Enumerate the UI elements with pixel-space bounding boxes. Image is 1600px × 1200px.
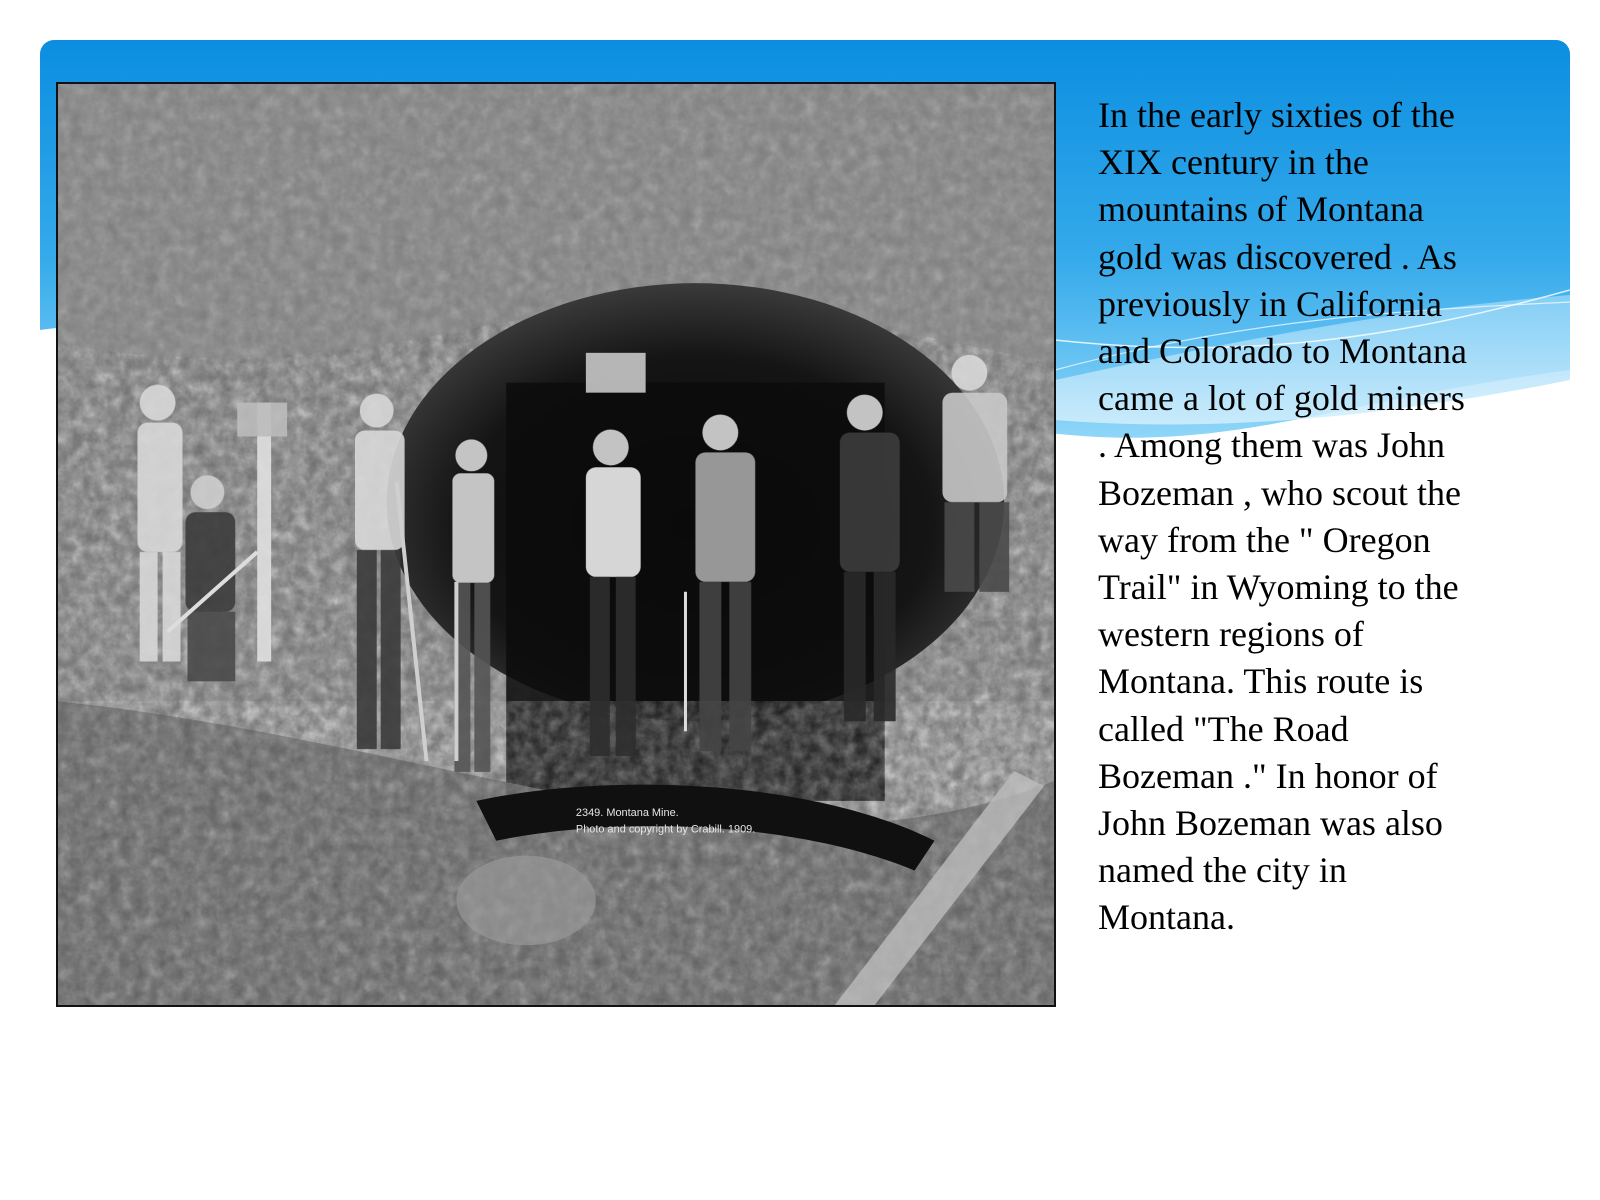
historical-photo bbox=[56, 82, 1056, 1007]
photo-caption-line-2: Photo and copyright by Crabill. 1909. bbox=[575, 823, 756, 836]
photo-caption-line-1: 2349. Montana Mine. bbox=[575, 806, 679, 819]
slide-body-text: In the early sixties of the XIX century in the mountains of Montana gold was discovered . As previously in California and Colorado to Montana came a lot of gold miners . Among them was John Bozeman , who scout the way from the " Oregon Trail" in Wyoming to the western regions of Montana. This route is called "The Road Bozeman ." In honor of John Bozeman was also named the city in Montana. bbox=[1098, 95, 1467, 938]
miners-at-mine-entrance-image bbox=[58, 84, 1054, 1005]
